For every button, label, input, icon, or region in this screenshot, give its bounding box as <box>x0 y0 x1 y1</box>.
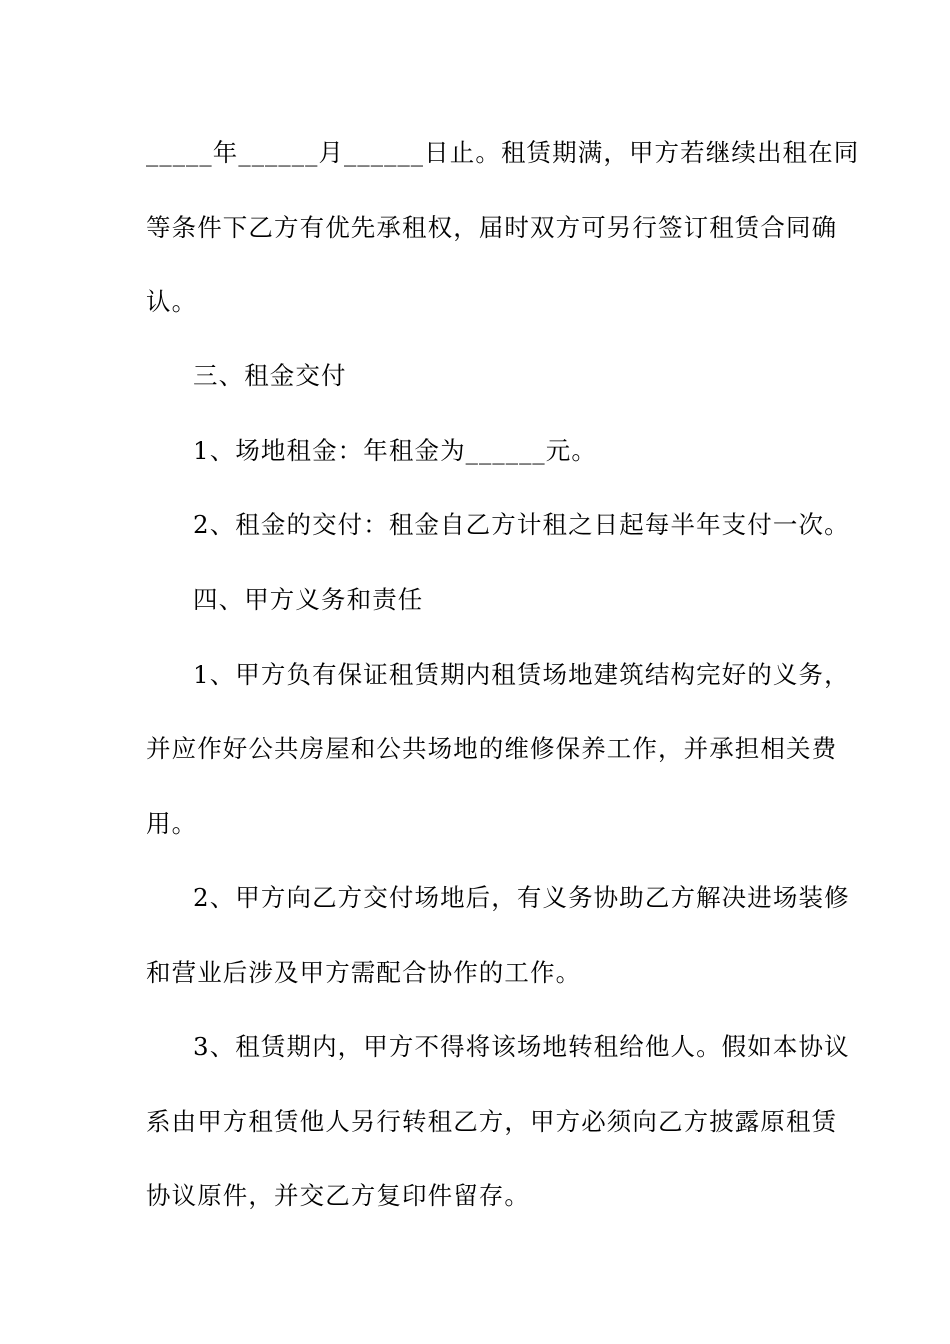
text-line: 等条件下乙方有优先承租权，届时双方可另行签订租赁合同确 <box>146 213 838 242</box>
text-line: 3、租赁期内，甲方不得将该场地转租给他人。假如本协议 <box>193 1032 850 1061</box>
text-line: 2、甲方向乙方交付场地后，有义务协助乙方解决进场装修 <box>193 883 850 912</box>
section-heading: 四、甲方义务和责任 <box>193 585 424 614</box>
text-line: 协议原件，并交乙方复印件留存。 <box>146 1181 530 1210</box>
text-line: 1、场地租金：年租金为______元。 <box>193 436 597 465</box>
text-line: 系由甲方租赁他人另行转租乙方，甲方必须向乙方披露原租赁 <box>146 1107 838 1136</box>
text-line: 并应作好公共房屋和公共场地的维修保养工作，并承担相关费 <box>146 734 838 763</box>
text-line: 用。 <box>146 809 198 838</box>
section-heading: 三、租金交付 <box>193 361 347 390</box>
text-line: 和营业后涉及甲方需配合协作的工作。 <box>146 958 582 987</box>
text-line: 1、甲方负有保证租赁期内租赁场地建筑结构完好的义务， <box>193 660 850 689</box>
text-line: _____年______月______日止。租赁期满，甲方若继续出租在同 <box>146 138 860 167</box>
text-line: 2、租金的交付：租金自乙方计租之日起每半年支付一次。 <box>193 510 850 539</box>
text-line: 认。 <box>146 287 198 316</box>
